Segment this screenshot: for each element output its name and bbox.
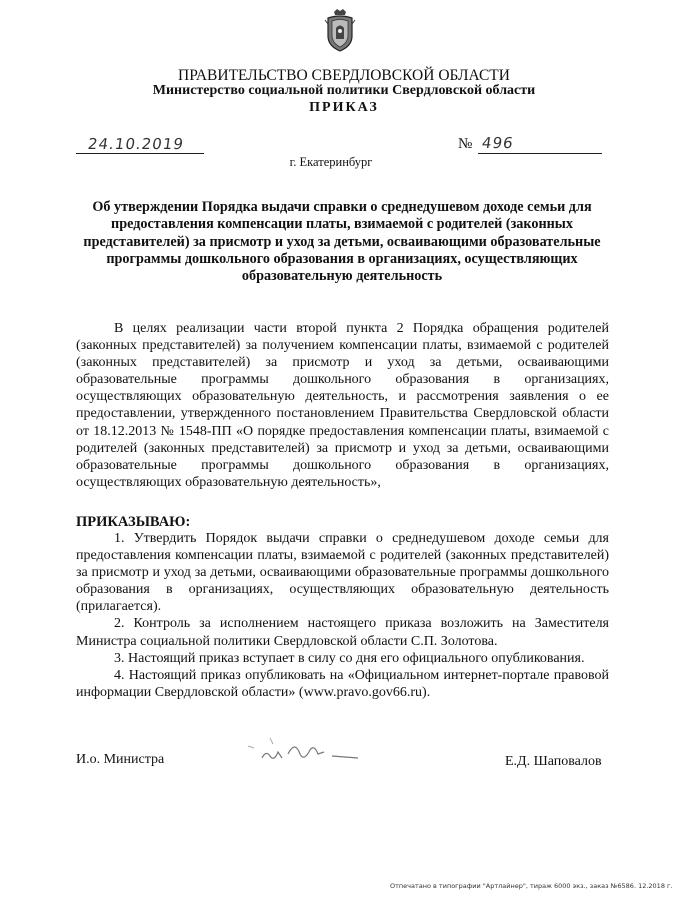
coat-of-arms-icon [323,8,357,52]
preamble-paragraph: В целях реализации части второй пункта 2 Порядка обращения родителей (законных представителей) за получением компенсации платы, взимаемой с родителей (законных представителей) за присмотр и уход за детьми, осваивающими образовательные программы дошкольного образования в организациях, осуществляющих образовательную деятельность, и рассмотрения заявления о ее предоставлении, утвержденного постановлением Правительства Свердловской области от 18.12.2013 № 1548-ПП «О порядке предоставления компенсации платы, взимаемой с родителей (законных представителей) за присмотр и уход за детьми, осваивающими образовательные программы дошкольного образования в организациях, осуществляющих образовательную деятельность», [76,321,609,490]
order-title: Об утверждении Порядка выдачи справки о среднедушевом доходе семьи для предоставления компенсации платы, взимаемой с родителей (законных представителей) за присмотр и уход за детьми, осваивающими образовательные программы дошкольного образования в организациях, осуществляющих образовательную деятельность [83,199,601,285]
order-item: 1. Утвердить Порядок выдачи справки о среднедушевом доходе семьи для предоставления компенсации платы, взимаемой с родителей (законных представителей) за присмотр и уход за детьми, осваивающими образовательные программы дошкольного образования в организациях, осуществляющих образовательную деятельность (прилагается). [76,531,609,615]
ministry-heading: Министерство социальной политики Свердловской области [152,83,536,98]
number-label: № [458,136,473,152]
order-items [76,530,609,701]
signatory-name: Е.Д. Шаповалов [505,754,602,769]
order-word: ПРИКАЗЫВАЮ: [76,514,191,530]
number-underline [478,153,602,154]
order-item: 3. Настоящий приказ вступает в силу со дня его официального опубликования. [114,650,585,666]
handwritten-signature [240,728,370,768]
print-footer: Отпечатано в типографии "Артлайнер", тираж 6000 экз., заказ №6586. 12.2018 г. [390,882,673,890]
signatory-role: И.о. Министра [76,752,165,767]
date-underline [76,153,204,154]
city-label: г. Екатеринбург [289,155,373,169]
order-item: 2. Контроль за исполнением настоящего приказа возложить на Заместителя Министра социальной политики Свердловской области С.П. Золотова. [76,616,609,649]
order-number: 496 [480,134,515,152]
document-type-heading: ПРИКАЗ [309,100,379,115]
order-item: 4. Настоящий приказ опубликовать на «Официальном интернет-портале правовой информации Свердловской области» (www.pravo.gov66.ru). [76,667,609,700]
government-heading: ПРАВИТЕЛЬСТВО СВЕРДЛОВСКОЙ ОБЛАСТИ [178,67,510,84]
order-date: 24.10.2019 [86,135,186,153]
